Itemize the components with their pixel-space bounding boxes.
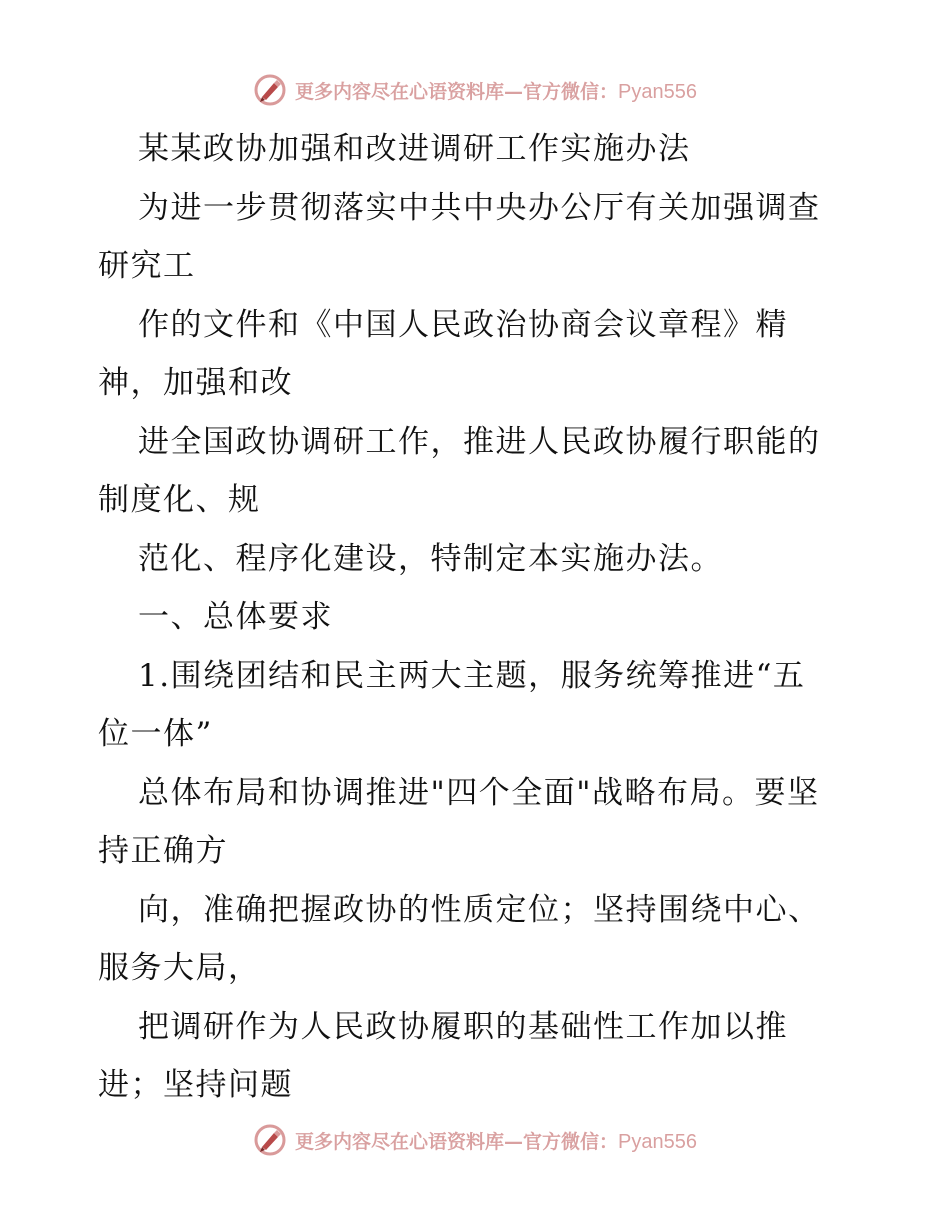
section-heading: 一、总体要求 bbox=[138, 599, 333, 635]
header-watermark bbox=[0, 70, 950, 110]
text-line: 神，加强和改 bbox=[98, 365, 293, 401]
text-line: 进；坚持问题 bbox=[98, 1067, 293, 1103]
watermark-text: 更多内容尽在心语资料库—官方微信：Pyan556 bbox=[295, 1130, 697, 1153]
text-line: 持正确方 bbox=[98, 833, 228, 869]
text-line: 向，准确把握政协的性质定位；坚持围绕中心、 bbox=[138, 891, 821, 928]
pen-logo-icon bbox=[253, 1123, 287, 1157]
text-line: 总体布局和协调推进"四个全面"战略布局。要坚 bbox=[138, 774, 820, 811]
text-line: 研究工 bbox=[98, 248, 196, 284]
watermark-text: 更多内容尽在心语资料库—官方微信：Pyan556 bbox=[295, 80, 697, 103]
text-line: 进全国政协调研工作，推进人民政协履行职能的 bbox=[138, 423, 821, 460]
text-line: 把调研作为人民政协履职的基础性工作加以推 bbox=[138, 1008, 788, 1045]
text-line: 作的文件和《中国人民政治协商会议章程》精 bbox=[138, 306, 788, 343]
document-body bbox=[98, 120, 858, 1115]
pen-logo-icon bbox=[253, 73, 287, 107]
text-line: 1.围绕团结和民主两大主题，服务统筹推进“五 bbox=[138, 657, 806, 694]
footer-watermark bbox=[0, 1120, 950, 1160]
text-line: 位一体” bbox=[98, 716, 213, 752]
text-line: 为进一步贯彻落实中共中央办公厅有关加强调查 bbox=[138, 189, 821, 226]
text-line: 服务大局， bbox=[98, 950, 261, 986]
document-title: 某某政协加强和改进调研工作实施办法 bbox=[138, 131, 691, 167]
text-line: 范化、程序化建设，特制定本实施办法。 bbox=[138, 540, 723, 577]
text-line: 制度化、规 bbox=[98, 482, 261, 518]
